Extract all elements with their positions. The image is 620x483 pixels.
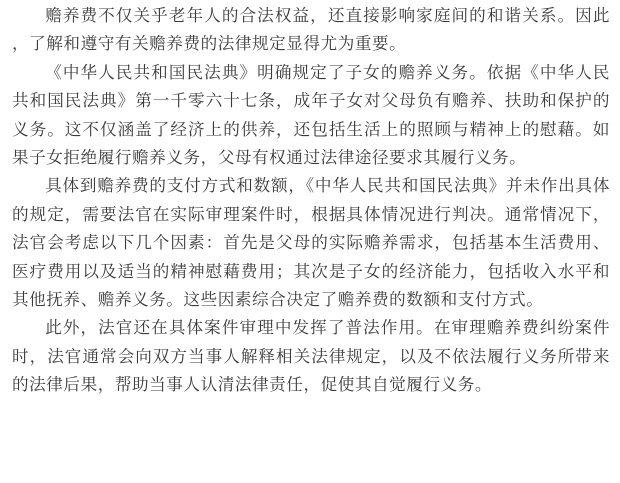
paragraph-civil-code-duty: 《中华人民共和国民法典》明确规定了子女的赡养义务。依据《中华人民共和国民法典》第一千零六十七条，成年子女对父母负有赡养、扶助和保护的义务。这不仅涵盖了经济上的供养，还包括生活上的照顾与精神上的慰藉。如果子女拒绝履行赡养义务，父母有权通过法律途径要求其履行义务。 (12, 62, 610, 168)
paragraph-judge-role: 此外，法官还在具体案件审理中发挥了普法作用。在审理赡养费纠纷案件时，法官通常会向双方当事人解释相关法律规定，以及不依法履行义务所带来的法律后果，帮助当事人认清法律责任，促使其自觉履行义务。 (12, 318, 610, 395)
paragraph-payment-amount: 具体到赡养费的支付方式和数额，《中华人民共和国民法典》并未作出具体的规定，需要法官在实际审理案件时，根据具体情况进行判决。通常情况下，法官会考虑以下几个因素：首先是父母的实际赡养需求，包括基本生活费用、医疗费用以及适当的精神慰藉费用；其次是子女的经济能力，包括收入水平和其他抚养、赡养义务。这些因素综合决定了赡养费的数额和支付方式。 (12, 176, 610, 310)
paragraph-intro: 赡养费不仅关乎老年人的合法权益，还直接影响家庭间的和谐关系。因此，了解和遵守有关赡养费的法律规定显得尤为重要。 (12, 6, 610, 54)
